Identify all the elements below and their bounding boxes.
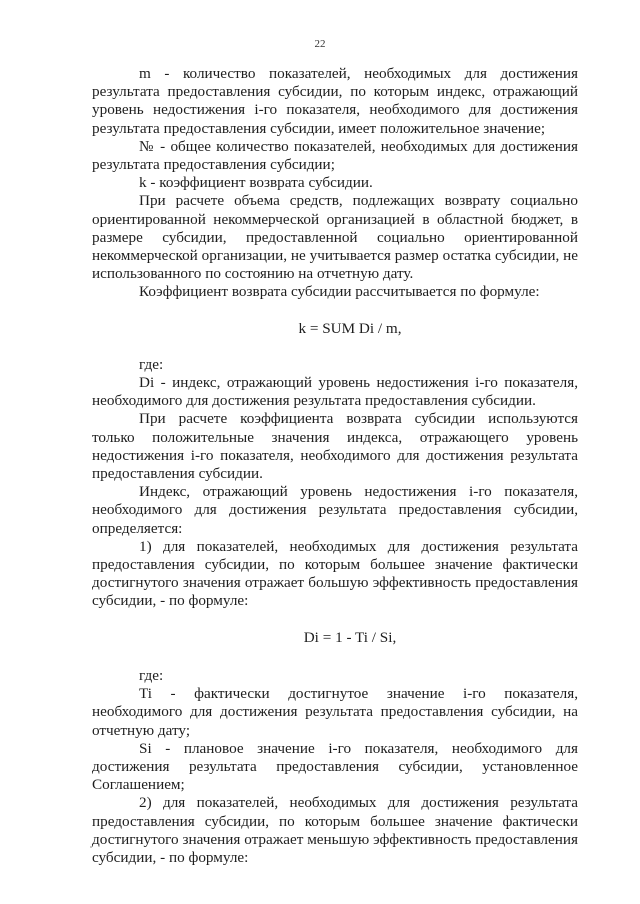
formula-k: k = SUM Di / m, <box>298 319 402 337</box>
paragraph-residual: При расчете объема средств, подлежащих возврату социально ориентированной некоммерческой организацией в областной бюджет, в размере субсидии, предоставленной социально ориентированной некоммерческой организации, не учитывается размер остатка субсидии, не использованного по состоянию на отчетную дату. <box>92 192 578 283</box>
where-label-1: где: <box>139 355 164 373</box>
case-2: 2) для показателей, необходимых для достижения результата предоставления субсидии, по которым большее значение фактически достигнутого значения отражает меньшую эффективность предоставления субсидии, - по формуле: <box>92 794 578 866</box>
paragraph-positive-values: При расчете коэффициента возврата субсидии используются только положительные значения индекса, отражающего уровень недостижения i-го показателя, необходимого для достижения результата предоставления субсидии. <box>92 410 578 483</box>
formula-di: Di = 1 - Ti / Si, <box>303 628 397 646</box>
definition-ti: Ti - фактически достигнутое значение i-го показателя, необходимого для достижения результата предоставления субсидии, на отчетную дату; <box>92 685 578 739</box>
definition-k: k - коэффициент возврата субсидии. <box>139 174 373 192</box>
definition-m: m - количество показателей, необходимых для достижения результата предоставления субсидии, по которым индекс, отражающий уровень недостижения i-го показателя, необходимого для достижения результата предоставления субсидии, имеет положительное значение; <box>92 65 578 137</box>
where-label-2: где: <box>139 666 164 684</box>
paragraph-index-determined: Индекс, отражающий уровень недостижения i-го показателя, необходимого для достижения результата предоставления субсидии, определяется: <box>92 483 578 537</box>
definition-si: Si - плановое значение i-го показателя, необходимого для достижения результата предоставления субсидии, установленное Соглашением; <box>92 739 578 794</box>
definition-di: Di - индекс, отражающий уровень недостижения i-го показателя, необходимого для достижения результата предоставления субсидии. <box>92 374 578 410</box>
scan-artifact <box>90 846 92 848</box>
page-number: 22 <box>314 38 326 50</box>
paragraph-coefficient-intro: Коэффициент возврата субсидии рассчитывается по формуле: <box>139 283 540 301</box>
case-1: 1) для показателей, необходимых для достижения результата предоставления субсидии, по которым большее значение фактически достигнутого значения отражает большую эффективность предоставления субсидии, - по формуле: <box>92 537 578 610</box>
document-body <box>92 65 578 867</box>
definition-total: № - общее количество показателей, необходимых для достижения результата предоставления субсидии; <box>92 137 578 174</box>
